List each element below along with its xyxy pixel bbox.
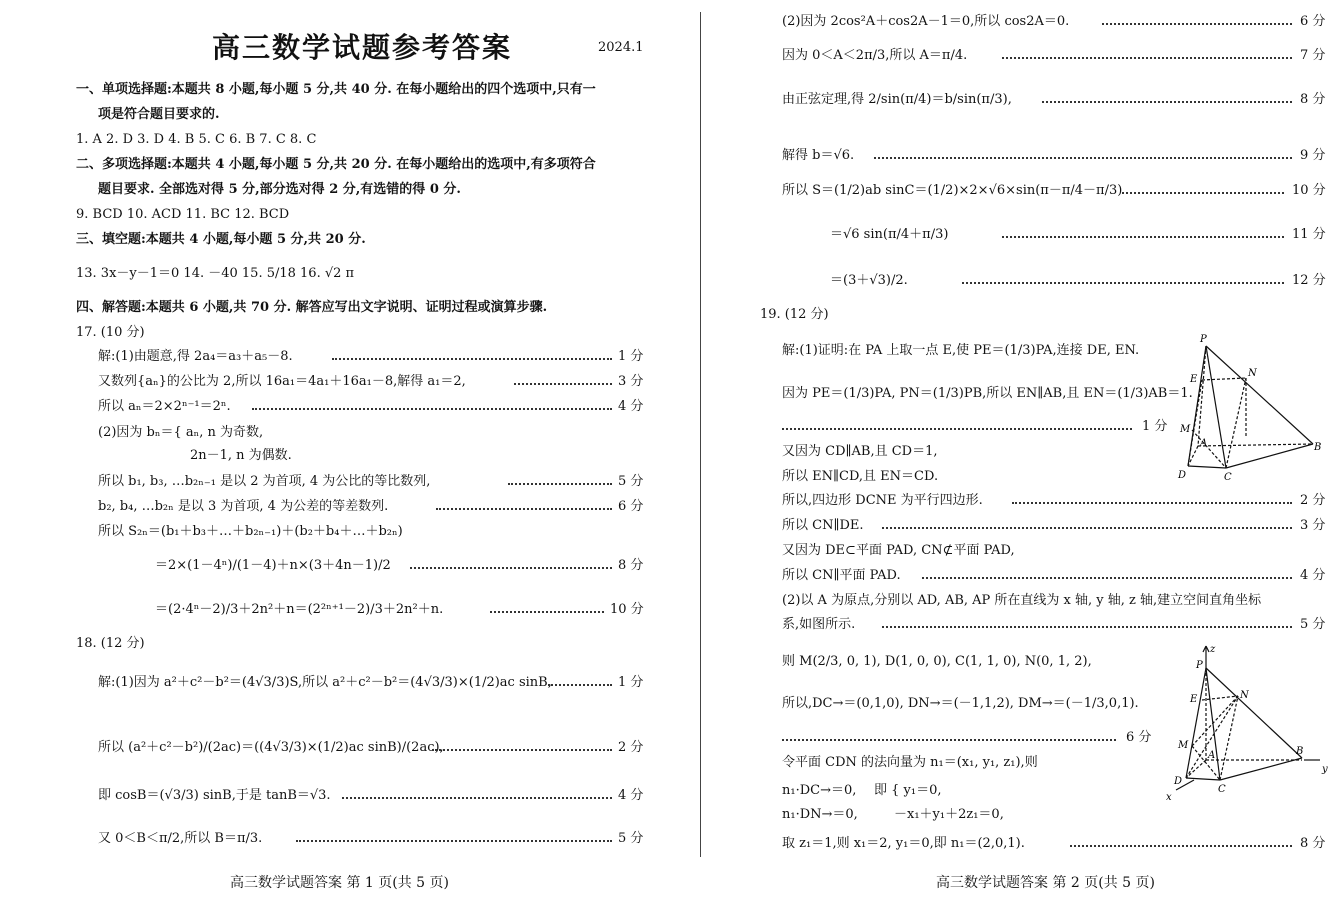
label-n: N <box>1248 368 1257 379</box>
label-d: D <box>1178 470 1187 481</box>
pyramid-figure-2 <box>1154 640 1334 805</box>
score-mark: 5 分 <box>1300 617 1326 632</box>
section-2-heading-cont: 题目要求. 全部选对得 5 分,部分选对得 2 分,有选错的得 0 分. <box>98 182 461 197</box>
q18-cont-line-6: ＝√6 sin(π/4＋π/3) <box>830 227 949 242</box>
score-leader <box>1122 190 1284 194</box>
q18-cont-line-1: (2)因为 2cos²A＋cos2A－1＝0,所以 cos2A＝0. <box>782 14 1070 29</box>
q19-line-2: 因为 PE＝(1/3)PA, PN＝(1/3)PB,所以 EN∥AB,且 EN＝(1/3)AB＝1. <box>782 386 1193 401</box>
score-leader <box>882 624 1292 628</box>
score-mark: 6 分 <box>1300 14 1326 29</box>
q19-line-9: (2)以 A 为原点,分别以 AD, AB, AP 所在直线为 x 轴, y 轴, z 轴,建立空间直角坐标 <box>782 593 1262 608</box>
score-leader <box>332 356 612 360</box>
q17-line-5: 所以 b₁, b₃, …b₂ₙ₋₁ 是以 2 为首项, 4 为公比的等比数列, <box>98 474 431 489</box>
q17-line-3: 所以 aₙ＝2×2ⁿ⁻¹＝2ⁿ. <box>98 399 231 414</box>
q19-line-15: 取 z₁＝1,则 x₁＝2, y₁＝0,即 n₁＝(2,0,1). <box>782 836 1025 851</box>
score-mark: 1 分 <box>618 675 644 690</box>
score-leader <box>1002 234 1284 238</box>
label-e: E <box>1190 374 1198 385</box>
label-p: P <box>1200 334 1207 345</box>
q19-line-14b: n₁·DN→＝0, <box>782 807 858 822</box>
q19-line-13: 令平面 CDN 的法向量为 n₁＝(x₁, y₁, z₁),则 <box>782 755 1038 770</box>
section-1-heading-cont: 项是符合题目要求的. <box>98 107 220 122</box>
score-leader <box>1012 500 1292 504</box>
label-m: M <box>1180 424 1191 435</box>
label-x: x <box>1166 792 1172 803</box>
score-leader <box>782 426 1132 430</box>
score-mark: 6 分 <box>618 499 644 514</box>
section-2-heading: 二、多项选择题:本题共 4 小题,每小题 5 分,共 20 分. 在每小题给出的选项中,有多项符合 <box>76 157 596 172</box>
score-mark: 12 分 <box>1292 273 1326 288</box>
score-mark: 7 分 <box>1300 48 1326 63</box>
q18-cont-line-4: 解得 b＝√6. <box>782 148 855 163</box>
q19-line-8: 所以 CN∥平面 PAD. <box>782 568 901 583</box>
label-e: E <box>1190 694 1198 705</box>
score-mark: 1 分 <box>618 349 644 364</box>
score-leader <box>1042 99 1292 103</box>
score-mark: 3 分 <box>618 374 644 389</box>
section-3-answers: 13. 3x－y－1＝0 14. －40 15. 5/18 16. √2 π <box>76 266 355 281</box>
q18-cont-line-3: 由正弦定理,得 2/sin(π/4)＝b/sin(π/3), <box>782 92 1012 107</box>
score-leader <box>342 795 612 799</box>
score-leader <box>782 737 1116 741</box>
q17-line-4b: 2n－1, n 为偶数. <box>190 448 292 463</box>
exam-date: 2024.1 <box>598 40 644 55</box>
q18-line-4: 又 0＜B＜π/2,所以 B＝π/3. <box>98 831 263 846</box>
q18-line-2: 所以 (a²＋c²－b²)/(2ac)＝((4√3/3)×(1/2)ac sinB)/(2ac), <box>98 740 444 755</box>
section-4-heading: 四、解答题:本题共 6 小题,共 70 分. 解答应写出文字说明、证明过程或演算步骤. <box>76 300 548 315</box>
q17-line-2: 又数列{aₙ}的公比为 2,所以 16a₁＝4a₁＋16a₁－8,解得 a₁＝2, <box>98 374 466 389</box>
pyramid-figure-1 <box>1168 328 1328 488</box>
score-leader <box>874 155 1292 159</box>
q19-heading: 19. (12 分) <box>760 307 829 322</box>
q17-heading: 17. (10 分) <box>76 325 145 340</box>
q19-line-11: 则 M(2/3, 0, 1), D(1, 0, 0), C(1, 1, 0), N(0, 1, 2), <box>782 654 1092 669</box>
label-m: M <box>1178 740 1189 751</box>
score-leader <box>882 525 1292 529</box>
q17-line-1: 解:(1)由题意,得 2a₄＝a₃＋a₅－8. <box>98 349 293 364</box>
score-leader <box>252 406 612 410</box>
q18-line-3: 即 cosB＝(√3/3) sinB,于是 tanB＝√3. <box>98 788 331 803</box>
section-1-heading: 一、单项选择题:本题共 8 小题,每小题 5 分,共 40 分. 在每小题给出的四个选项中,只有一 <box>76 82 596 97</box>
score-mark: 2 分 <box>618 740 644 755</box>
page-footer: 高三数学试题答案 第 2 页(共 5 页) <box>936 875 1155 891</box>
label-b: B <box>1314 442 1322 453</box>
q17-line-7: 所以 S₂ₙ＝(b₁＋b₃＋…＋b₂ₙ₋₁)＋(b₂＋b₄＋…＋b₂ₙ) <box>98 524 403 539</box>
section-2-answers: 9. BCD 10. ACD 11. BC 12. BCD <box>76 207 290 222</box>
score-mark: 3 分 <box>1300 518 1326 533</box>
q19-line-14d: －x₁＋y₁＋2z₁＝0, <box>894 807 1004 822</box>
score-leader <box>1002 55 1292 59</box>
score-mark: 8 分 <box>1300 836 1326 851</box>
q19-line-7: 又因为 DE⊂平面 PAD, CN⊄平面 PAD, <box>782 543 1015 558</box>
score-leader <box>962 280 1284 284</box>
q19-line-12: 所以,DC→＝(0,1,0), DN→＝(－1,1,2), DM→＝(－1/3,0,1). <box>782 696 1139 711</box>
q17-line-8: ＝2×(1－4ⁿ)/(1－4)＋n×(3＋4n－1)/2 <box>155 558 391 573</box>
label-d: D <box>1174 776 1183 787</box>
label-y: y <box>1322 764 1328 775</box>
score-leader <box>296 838 612 842</box>
q17-line-9: ＝(2·4ⁿ－2)/3＋2n²＋n＝(2²ⁿ⁺¹－2)/3＋2n²＋n. <box>155 602 444 617</box>
score-leader <box>1070 843 1292 847</box>
q19-line-6: 所以 CN∥DE. <box>782 518 864 533</box>
q18-cont-line-5: 所以 S＝(1/2)ab sinC＝(1/2)×2×√6×sin(π－π/4－π/3) <box>782 183 1123 198</box>
score-mark: 4 分 <box>1300 568 1326 583</box>
q17-line-6: b₂, b₄, …b₂ₙ 是以 3 为首项, 4 为公差的等差数列. <box>98 499 389 514</box>
label-c: C <box>1218 784 1226 795</box>
score-mark: 2 分 <box>1300 493 1326 508</box>
page-2 <box>702 0 1341 900</box>
score-mark: 5 分 <box>618 474 644 489</box>
label-a: A <box>1200 438 1208 449</box>
q18-cont-line-7: ＝(3＋√3)/2. <box>830 273 908 288</box>
score-leader <box>1102 21 1292 25</box>
label-n: N <box>1240 690 1249 701</box>
score-mark: 10 分 <box>1292 183 1326 198</box>
label-b: B <box>1296 746 1304 757</box>
score-leader <box>508 481 612 485</box>
page-title: 高三数学试题参考答案 <box>212 31 513 64</box>
q19-line-3: 又因为 CD∥AB,且 CD＝1, <box>782 444 938 459</box>
q17-line-4: (2)因为 bₙ＝{ aₙ, n 为奇数, <box>98 425 264 440</box>
score-mark: 5 分 <box>618 831 644 846</box>
score-mark: 8 分 <box>1300 92 1326 107</box>
score-mark: 6 分 <box>1126 730 1152 745</box>
label-c: C <box>1224 472 1232 483</box>
q19-line-4: 所以 EN∥CD,且 EN＝CD. <box>782 469 939 484</box>
score-leader <box>432 747 612 751</box>
q18-line-1: 解:(1)因为 a²＋c²－b²＝(4√3/3)S,所以 a²＋c²－b²＝(4√3/3)×(1/2)ac sinB, <box>98 675 552 690</box>
score-leader <box>514 381 612 385</box>
score-mark: 11 分 <box>1292 227 1326 242</box>
page-footer: 高三数学试题答案 第 1 页(共 5 页) <box>230 875 449 891</box>
score-mark: 4 分 <box>618 399 644 414</box>
q19-line-5: 所以,四边形 DCNE 为平行四边形. <box>782 493 983 508</box>
q18-cont-line-2: 因为 0＜A＜2π/3,所以 A＝π/4. <box>782 48 968 63</box>
score-mark: 8 分 <box>618 558 644 573</box>
q19-line-14c: 即 { y₁＝0, <box>874 783 942 798</box>
score-mark: 1 分 <box>1142 419 1168 434</box>
score-mark: 10 分 <box>610 602 644 617</box>
score-leader <box>548 682 612 686</box>
score-leader <box>436 506 612 510</box>
section-1-answers: 1. A 2. D 3. D 4. B 5. C 6. B 7. C 8. C <box>76 132 317 147</box>
score-mark: 4 分 <box>618 788 644 803</box>
label-z: z <box>1210 644 1216 655</box>
score-leader <box>410 565 612 569</box>
score-leader <box>922 575 1292 579</box>
label-a: A <box>1208 750 1216 761</box>
page-divider <box>700 12 701 857</box>
label-p: P <box>1196 660 1203 671</box>
section-3-heading: 三、填空题:本题共 4 小题,每小题 5 分,共 20 分. <box>76 232 366 247</box>
score-mark: 9 分 <box>1300 148 1326 163</box>
q19-line-10: 系,如图所示. <box>782 617 856 632</box>
score-leader <box>490 609 604 613</box>
q19-line-1: 解:(1)证明:在 PA 上取一点 E,使 PE＝(1/3)PA,连接 DE, EN. <box>782 343 1140 358</box>
q18-heading: 18. (12 分) <box>76 636 145 651</box>
q19-line-14a: n₁·DC→＝0, <box>782 783 857 798</box>
